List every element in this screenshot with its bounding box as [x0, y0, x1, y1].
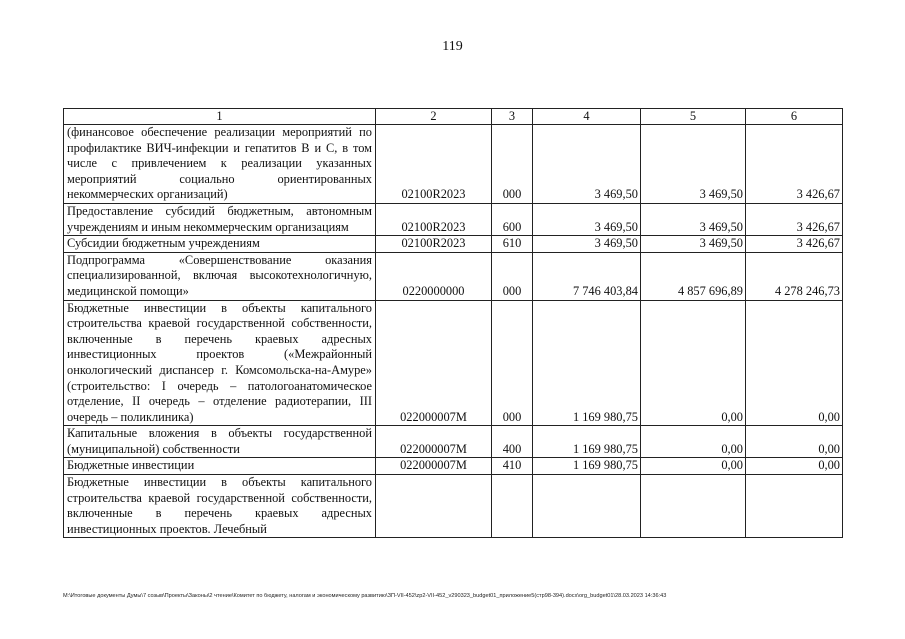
expense-type: 400 [492, 426, 533, 458]
table-row [64, 458, 843, 475]
amount-col-4: 1 169 980,75 [533, 458, 641, 475]
table-row [64, 300, 843, 426]
row-name: Капитальные вложения в объекты государственной (муниципальной) собственности [64, 426, 376, 458]
amount-col-4: 3 469,50 [533, 125, 641, 204]
expense-type: 000 [492, 125, 533, 204]
amount-col-6: 4 278 246,73 [746, 252, 843, 300]
amount-col-5: 0,00 [641, 458, 746, 475]
amount-col-4: 3 469,50 [533, 203, 641, 235]
target-code: 022000007М [376, 300, 492, 426]
amount-col-5: 0,00 [641, 426, 746, 458]
amount-col-5: 0,00 [641, 300, 746, 426]
amount-col-6: 0,00 [746, 300, 843, 426]
amount-col-5: 3 469,50 [641, 236, 746, 253]
table-row [64, 252, 843, 300]
expense-type: 410 [492, 458, 533, 475]
target-code: 022000007М [376, 458, 492, 475]
table-header-row [64, 109, 843, 125]
amount-col-6: 3 426,67 [746, 236, 843, 253]
column-header-2: 2 [376, 109, 492, 125]
amount-col-6: 3 426,67 [746, 203, 843, 235]
amount-col-6: 0,00 [746, 426, 843, 458]
column-header-1: 1 [64, 109, 376, 125]
amount-col-6: 3 426,67 [746, 125, 843, 204]
amount-col-4: 3 469,50 [533, 236, 641, 253]
target-code [376, 475, 492, 538]
amount-col-5: 3 469,50 [641, 203, 746, 235]
expense-type: 000 [492, 252, 533, 300]
target-code: 02100R2023 [376, 236, 492, 253]
amount-col-4: 1 169 980,75 [533, 300, 641, 426]
amount-col-6 [746, 475, 843, 538]
amount-col-4: 7 746 403,84 [533, 252, 641, 300]
amount-col-4 [533, 475, 641, 538]
row-name: Подпрограмма «Совершенствование оказания специализированной, включая высокотехнологичную, медицинской помощи» [64, 252, 376, 300]
budget-table [63, 108, 843, 538]
target-code: 02100R2023 [376, 203, 492, 235]
expense-type [492, 475, 533, 538]
amount-col-5 [641, 475, 746, 538]
table-row [64, 426, 843, 458]
row-name: Субсидии бюджетным учреждениям [64, 236, 376, 253]
table-row [64, 475, 843, 538]
target-code: 022000007М [376, 426, 492, 458]
row-name: Предоставление субсидий бюджетным, автономным учреждениям и иным некоммерческим организациям [64, 203, 376, 235]
amount-col-5: 4 857 696,89 [641, 252, 746, 300]
column-header-6: 6 [746, 109, 843, 125]
table-row [64, 236, 843, 253]
amount-col-6: 0,00 [746, 458, 843, 475]
expense-type: 000 [492, 300, 533, 426]
target-code: 02100R2023 [376, 125, 492, 204]
target-code: 0220000000 [376, 252, 492, 300]
row-name: (финансовое обеспечение реализации мероприятий по профилактике ВИЧ-инфекции и гепатитов В и С, в том числе с привлечением к реализации указанных мероприятий социально ориентированных некоммерческих организаций) [64, 125, 376, 204]
page-number: 119 [442, 39, 463, 54]
table-row [64, 203, 843, 235]
column-header-4: 4 [533, 109, 641, 125]
row-name: Бюджетные инвестиции в объекты капитального строительства краевой государственной собственности, включенные в перечень краевых адресных инвестиционных проектов. Лечебный [64, 475, 376, 538]
row-name: Бюджетные инвестиции [64, 458, 376, 475]
amount-col-4: 1 169 980,75 [533, 426, 641, 458]
table-row [64, 125, 843, 204]
expense-type: 600 [492, 203, 533, 235]
column-header-3: 3 [492, 109, 533, 125]
amount-col-5: 3 469,50 [641, 125, 746, 204]
file-path-footer: М:\Итоговые документы Думы\7 созыв\Проекты\Законы\2 чтение\Комитет по бюджету, налогам и экономическому развитию\ЗП-VII-452\zp2-VII-452_v290323_budget01_приложение5(стр98-394).docx\org_budget01\28.03.2023 14:36:43 [63, 593, 667, 599]
expense-type: 610 [492, 236, 533, 253]
row-name: Бюджетные инвестиции в объекты капитального строительства краевой государственной собственности, включенные в перечень краевых адресных инвестиционных проектов («Межрайонный онкологический диспансер г. Комсомольска-на-Амуре» (строительство: I очередь – патологоанатомическое отделение, II очередь – отделение радиотерапии, III очередь – поликлиника) [64, 300, 376, 426]
column-header-5: 5 [641, 109, 746, 125]
